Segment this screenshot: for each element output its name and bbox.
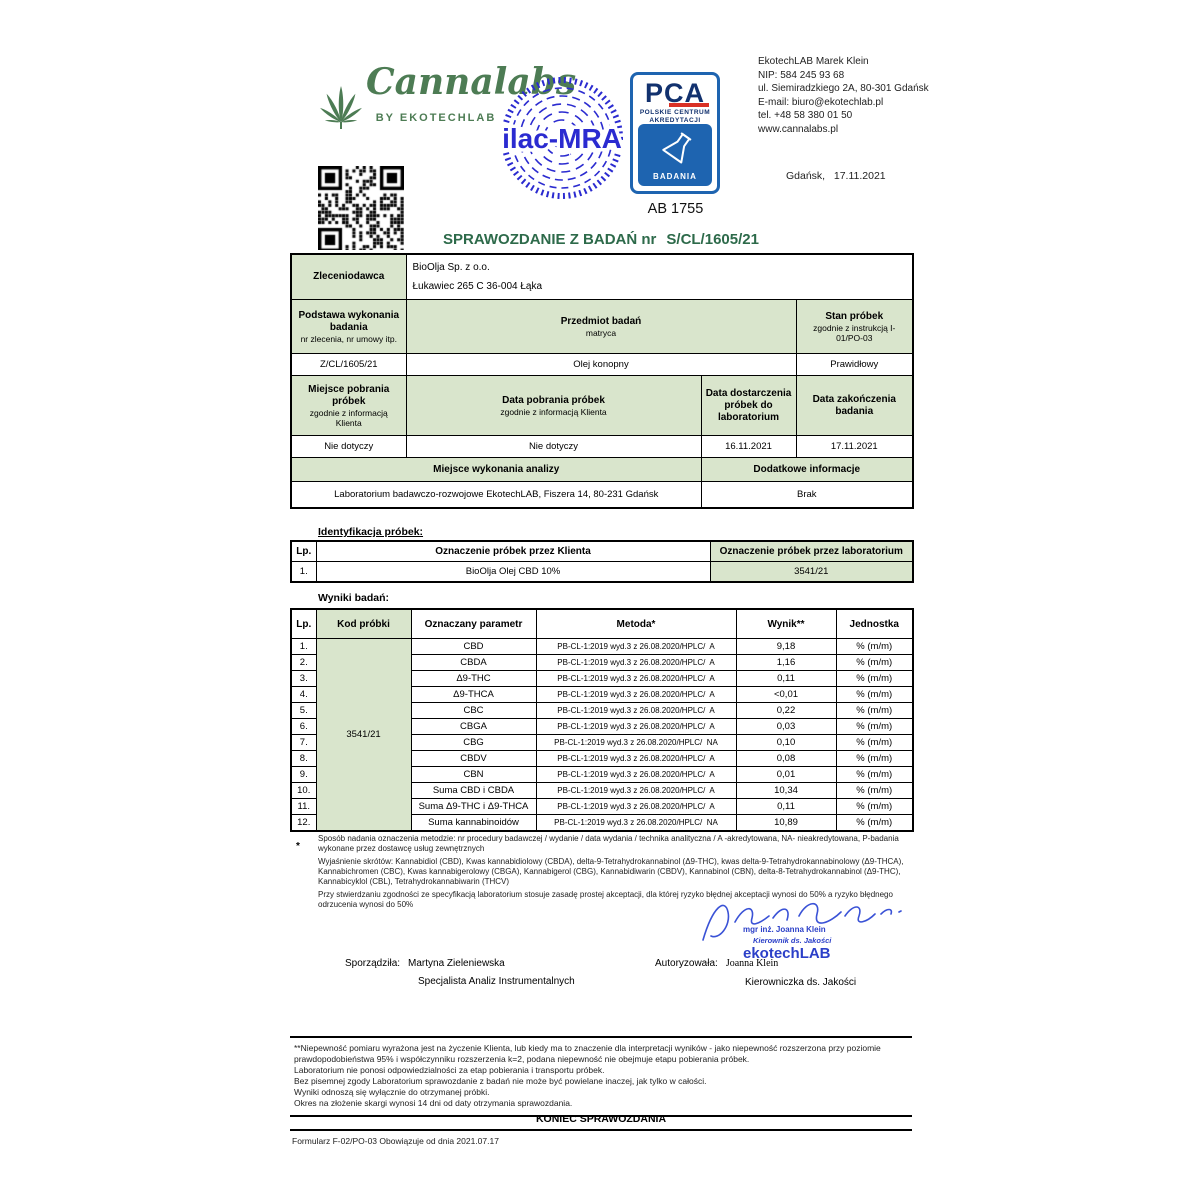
authorized-by-block xyxy=(655,958,856,988)
sample-state-header-cell: Stan próbek zgodnie z instrukcją I-01/PO-03 xyxy=(796,300,913,354)
result-value: 0,11 xyxy=(736,799,836,815)
brand-subtitle: BY EKOTECHLAB xyxy=(375,112,497,124)
analysis-place-value-cell: Laboratorium badawczo-rozwojowe EkotechLAB, Fiszera 14, 80-231 Gdańsk xyxy=(291,482,701,508)
abbreviations-note: Wyjaśnienie skrótów: Kannabidiol (CBD), Kwas kannabidiolowy (CBDA), delta-9-Tetrahydrokannabinol (Δ9-THC), kwas delta-9-Tetrahydrokannabinolowy (Δ9-THCA), Kannabichromen (CBC), Kwas kannabigerolowy (CBGA), Kannabigerol (CBG), Kannabidiwarin (CBDV), Kannabinol (CBN), delta-8-Tetrahydrokannabinol (Δ9-THC), Kannabicyklol (CBL), Tetrahydrokannabiwarin (THCV) xyxy=(318,857,904,886)
prepared-by-role: Specjalista Analiz Instrumentalnych xyxy=(418,976,575,987)
result-parameter: Suma CBD i CBDA xyxy=(411,783,536,799)
pca-badge xyxy=(638,124,712,186)
subject-header-cell: Przedmiot badań matryca xyxy=(406,300,796,354)
prepared-by-name: Martyna Zieleniewska xyxy=(408,958,505,969)
identification-section-title: Identyfikacja próbek: xyxy=(318,526,424,538)
result-unit: % (m/m) xyxy=(836,799,913,815)
result-method: PB-CL-1:2019 wyd.3 z 26.08.2020/HPLC/ A xyxy=(536,687,736,703)
authorized-by-name: Joanna Klein xyxy=(725,958,779,969)
client-value-cell xyxy=(406,254,913,300)
accreditation-number: AB 1755 xyxy=(647,201,704,217)
prepared-by-label: Sporządziła: xyxy=(345,958,401,969)
result-value: 10,34 xyxy=(736,783,836,799)
company-nip: NIP: 584 245 93 68 xyxy=(758,69,845,81)
sampling-date-header-cell: Data pobrania próbek zgodnie z informacją Klienta xyxy=(406,376,701,436)
result-unit: % (m/m) xyxy=(836,671,913,687)
result-method: PB-CL-1:2019 wyd.3 z 26.08.2020/HPLC/ A xyxy=(536,671,736,687)
extra-info-header-cell: Dodatkowe informacje xyxy=(701,458,913,482)
result-lp: 7. xyxy=(291,735,316,751)
sampling-place-header-cell: Miejsce pobrania próbek zgodnie z informacją Klienta xyxy=(291,376,406,436)
result-lp: 6. xyxy=(291,719,316,735)
result-unit: % (m/m) xyxy=(836,655,913,671)
result-value: 0,01 xyxy=(736,767,836,783)
pca-badge-label: BADANIA xyxy=(653,172,697,181)
res-header-result: Wynik** xyxy=(736,609,836,639)
result-lp: 8. xyxy=(291,751,316,767)
result-parameter: Δ9-THCA xyxy=(411,687,536,703)
pca-line2: AKREDYTACJI xyxy=(649,117,701,124)
company-phone: tel. +48 58 380 01 50 xyxy=(758,110,853,121)
res-header-method: Metoda* xyxy=(536,609,736,639)
result-value: 0,22 xyxy=(736,703,836,719)
prepared-by-block xyxy=(345,958,575,987)
result-lp: 5. xyxy=(291,703,316,719)
pca-abbr: PCA xyxy=(644,78,705,108)
result-value: <0,01 xyxy=(736,687,836,703)
ekotechlab-logo: ekotechLAB xyxy=(743,945,831,962)
result-unit: % (m/m) xyxy=(836,703,913,719)
result-parameter: CBC xyxy=(411,703,536,719)
result-lp: 11. xyxy=(291,799,316,815)
result-parameter: CBD xyxy=(411,639,536,655)
company-website: www.cannalabs.pl xyxy=(758,123,839,135)
result-lp: 10. xyxy=(291,783,316,799)
result-unit: % (m/m) xyxy=(836,639,913,655)
result-value: 1,16 xyxy=(736,655,836,671)
disclaimer-box xyxy=(290,1036,912,1117)
ident-lp: 1. xyxy=(291,562,316,583)
end-date-value-cell: 17.11.2021 xyxy=(796,436,913,458)
result-method: PB-CL-1:2019 wyd.3 z 26.08.2020/HPLC/ NA xyxy=(536,815,736,832)
ident-header-lab: Oznaczenie próbek przez laboratorium xyxy=(710,541,913,562)
result-unit: % (m/m) xyxy=(836,687,913,703)
results-row xyxy=(291,639,913,655)
result-lp: 9. xyxy=(291,767,316,783)
result-method: PB-CL-1:2019 wyd.3 z 26.08.2020/HPLC/ A xyxy=(536,703,736,719)
sampling-date-value-cell: Nie dotyczy xyxy=(406,436,701,458)
basis-value-cell: Z/CL/1605/21 xyxy=(291,354,406,376)
pca-line1: POLSKIE CENTRUM xyxy=(639,109,711,116)
result-unit: % (m/m) xyxy=(836,735,913,751)
ident-header-client: Oznaczenie próbek przez Klienta xyxy=(316,541,710,562)
result-value: 0,03 xyxy=(736,719,836,735)
authorized-by-role: Kierowniczka ds. Jakości xyxy=(745,977,857,988)
result-method: PB-CL-1:2019 wyd.3 z 26.08.2020/HPLC/ A xyxy=(536,751,736,767)
stamp-role: Kierownik ds. Jakości xyxy=(753,936,832,945)
ilac-mra-stamp-icon xyxy=(494,76,630,207)
disclaimer-line: **Niepewność pomiaru wyrażona jest na życzenie Klienta, lub kiedy ma to znaczenie dla interpretacji wyników - jako niepewność rozszerzona przy poziomie prawdopodobieństwa 95% i współczynniku rozszerzenia k=2, podana niepewność nie obejmuje etapu pobierania próbek. xyxy=(294,1043,881,1064)
result-unit: % (m/m) xyxy=(836,719,913,735)
end-of-report-label: KONIEC SPRAWOZDANIA xyxy=(290,1113,912,1131)
method-note-asterisk: * xyxy=(296,841,300,852)
ident-header-lp: Lp. xyxy=(291,541,316,562)
result-value: 0,10 xyxy=(736,735,836,751)
flask-icon xyxy=(638,128,718,168)
place-and-date: Gdańsk, 17.11.2021 xyxy=(786,170,886,182)
report-number: S/CL/1605/21 xyxy=(666,231,759,248)
client-label-cell: Zleceniodawca xyxy=(291,254,406,300)
results-section-title: Wyniki badań: xyxy=(318,592,389,604)
result-method: PB-CL-1:2019 wyd.3 z 26.08.2020/HPLC/ A xyxy=(536,655,736,671)
res-header-kod: Kod próbki xyxy=(316,609,411,639)
brand-name: Cannalabs xyxy=(366,61,577,103)
result-lp: 1. xyxy=(291,639,316,655)
result-parameter: CBDV xyxy=(411,751,536,767)
ident-client-designation: BioOlja Olej CBD 10% xyxy=(316,562,710,583)
sample-state-value-cell: Prawidłowy xyxy=(796,354,913,376)
company-address: ul. Siemiradzkiego 2A, 80-301 Gdańsk xyxy=(758,83,929,94)
identification-row xyxy=(291,562,913,583)
res-header-param: Oznaczany parametr xyxy=(411,609,536,639)
result-value: 9,18 xyxy=(736,639,836,655)
disclaimer-line: Okres na złożenie skargi wynosi 14 dni od daty otrzymania sprawozdania. xyxy=(294,1098,573,1108)
results-table-body xyxy=(291,609,913,831)
result-parameter: CBGA xyxy=(411,719,536,735)
delivery-date-value-cell: 16.11.2021 xyxy=(701,436,796,458)
result-parameter: Suma kannabinoidów xyxy=(411,815,536,832)
stamp-name: mgr inż. Joanna Klein xyxy=(743,925,826,934)
result-parameter: CBDA xyxy=(411,655,536,671)
result-parameter: Δ9-THC xyxy=(411,671,536,687)
subject-value-cell: Olej konopny xyxy=(406,354,796,376)
result-value: 10,89 xyxy=(736,815,836,832)
sample-code-cell: 3541/21 xyxy=(316,639,411,832)
conformity-note: Przy stwierdzaniu zgodności ze specyfikacją laboratorium stosuje zasadę prostej akceptacji, dla której ryzyko błędnej akceptacji wynosi do 50% a ryzyko błędnego odrzucenia wynosi do 50% xyxy=(318,890,893,909)
pca-logo xyxy=(630,72,720,194)
results-table xyxy=(290,608,914,832)
disclaimer-line: Laboratorium nie ponosi odpowiedzialności za etap pobierania i transportu próbek. xyxy=(294,1065,605,1075)
delivery-date-header-cell: Data dostarczenia próbek do laboratorium xyxy=(701,376,796,436)
result-method: PB-CL-1:2019 wyd.3 z 26.08.2020/HPLC/ A xyxy=(536,639,736,655)
result-parameter: CBN xyxy=(411,767,536,783)
result-parameter: Suma Δ9-THC i Δ9-THCA xyxy=(411,799,536,815)
result-parameter: CBG xyxy=(411,735,536,751)
company-email: E-mail: biuro@ekotechlab.pl xyxy=(758,96,884,108)
result-lp: 4. xyxy=(291,687,316,703)
result-method: PB-CL-1:2019 wyd.3 z 26.08.2020/HPLC/ NA xyxy=(536,735,736,751)
ident-lab-designation: 3541/21 xyxy=(710,562,913,583)
method-note: Sposób nadania oznaczenia metodzie: nr procedury badawczej / wydanie / data wydania / technika analityczna / A -akredytowana, NA- nieakredytowana, P-badania wykonane przez dostawcę usług zewnętrznych xyxy=(318,834,899,853)
basis-header-cell: Podstawa wykonania badania nr zlecenia, nr umowy itp. xyxy=(291,300,406,354)
extra-info-value-cell: Brak xyxy=(701,482,913,508)
result-lp: 3. xyxy=(291,671,316,687)
res-header-lp: Lp. xyxy=(291,609,316,639)
result-lp: 12. xyxy=(291,815,316,832)
analysis-place-header-cell: Miejsce wykonania analizy xyxy=(291,458,701,482)
sampling-place-value-cell: Nie dotyczy xyxy=(291,436,406,458)
result-method: PB-CL-1:2019 wyd.3 z 26.08.2020/HPLC/ A xyxy=(536,783,736,799)
result-method: PB-CL-1:2019 wyd.3 z 26.08.2020/HPLC/ A xyxy=(536,799,736,815)
client-address: Łukawiec 265 C 36-004 Łąka xyxy=(412,281,543,292)
report-title-label: SPRAWOZDANIE Z BADAŃ nr xyxy=(443,231,657,248)
order-info-table xyxy=(290,253,914,509)
result-lp: 2. xyxy=(291,655,316,671)
company-name: EkotechLAB Marek Klein xyxy=(758,56,869,67)
result-unit: % (m/m) xyxy=(836,751,913,767)
report-title xyxy=(290,231,912,248)
result-value: 0,11 xyxy=(736,671,836,687)
result-value: 0,08 xyxy=(736,751,836,767)
result-unit: % (m/m) xyxy=(836,815,913,832)
ilac-mra-text: ilac-MRA xyxy=(502,123,622,154)
result-unit: % (m/m) xyxy=(836,783,913,799)
res-header-unit: Jednostka xyxy=(836,609,913,639)
authorized-by-label: Autoryzowała: xyxy=(655,958,718,969)
result-unit: % (m/m) xyxy=(836,767,913,783)
disclaimer-line: Bez pisemnej zgody Laboratorium sprawozdanie z badań nie może być powielane inaczej, jak tylko w całości. xyxy=(294,1076,707,1086)
company-info xyxy=(758,55,929,136)
form-footer: Formularz F-02/PO-03 Obowiązuje od dnia 2021.07.17 xyxy=(292,1136,499,1146)
client-name: BioOlja Sp. z o.o. xyxy=(412,262,490,273)
result-method: PB-CL-1:2019 wyd.3 z 26.08.2020/HPLC/ A xyxy=(536,719,736,735)
disclaimer-line: Wyniki odnoszą się wyłącznie do otrzymanej próbki. xyxy=(294,1087,490,1097)
cannabis-leaf-icon xyxy=(318,78,364,135)
end-date-header-cell: Data zakończenia badania xyxy=(796,376,913,436)
identification-table xyxy=(290,540,914,583)
result-method: PB-CL-1:2019 wyd.3 z 26.08.2020/HPLC/ A xyxy=(536,767,736,783)
